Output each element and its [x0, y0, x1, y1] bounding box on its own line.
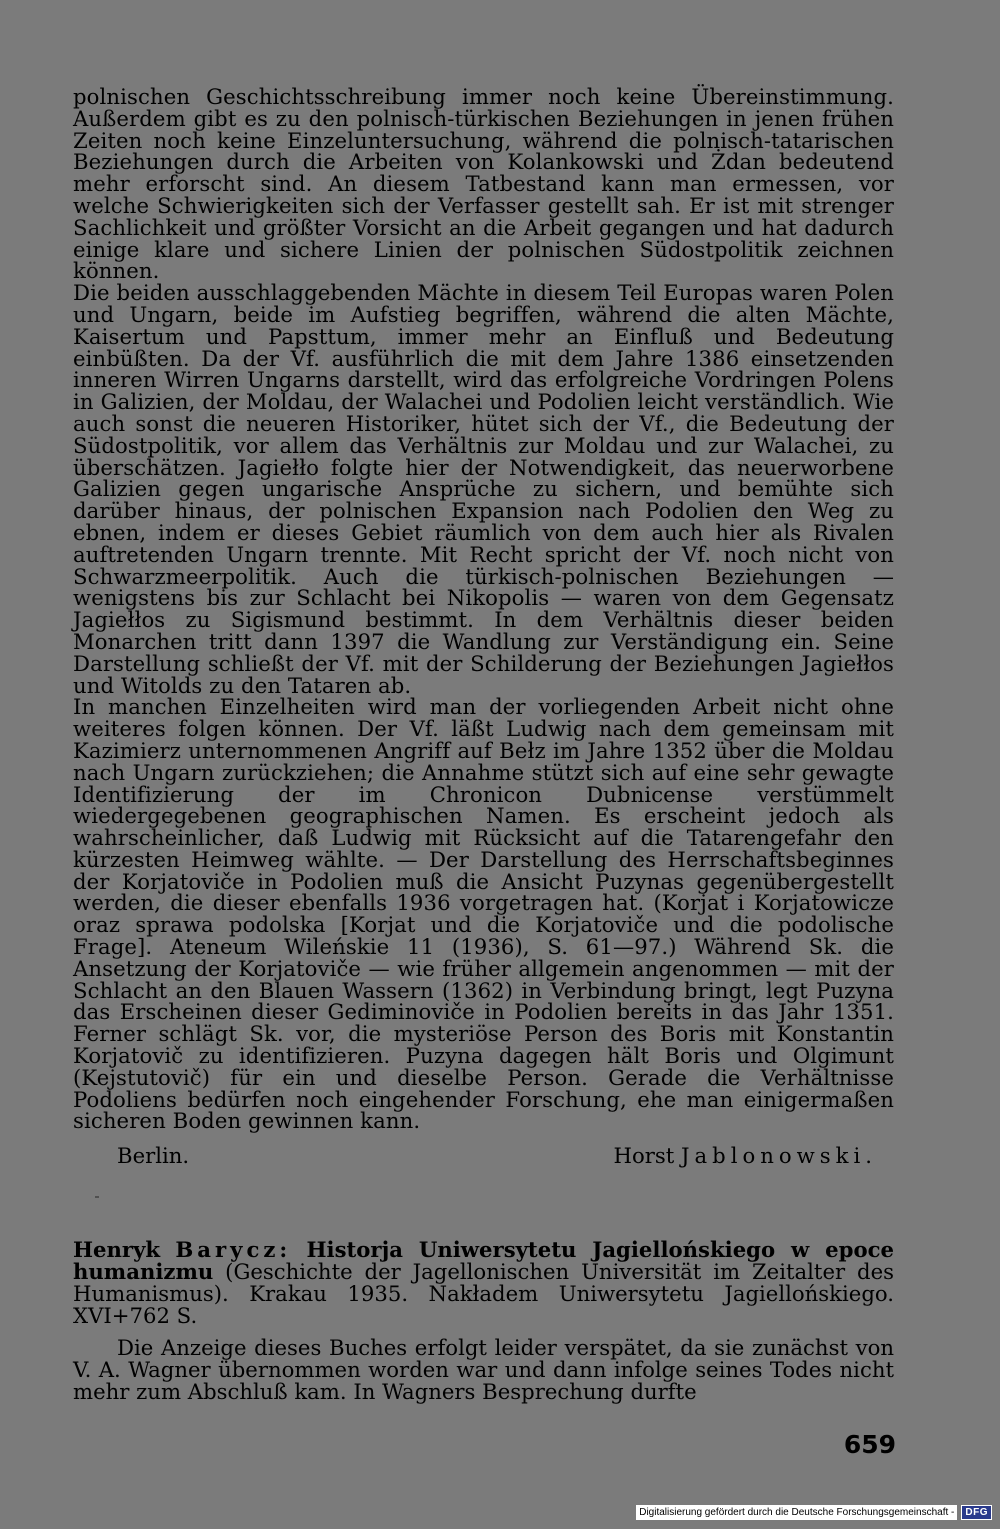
footer-credit: Digitalisierung gefördert durch die Deutsche Forschungsgemeinschaft - [636, 1505, 957, 1520]
new-review-entry [73, 1239, 894, 1403]
review-author-last: Barycz: [175, 1237, 292, 1262]
review-citation [73, 1239, 894, 1327]
paragraph-2: Die beiden ausschlaggebenden Mächte in diesem Teil Europas waren Polen und Ungarn, beide im Aufstieg begriffen, während die alten Mächte, Kaisertum und Papsttum, immer mehr an Einfluß und Bedeutung einbüßten. Da der Vf. ausführlich die mit dem Jahre 1386 einsetzenden inneren Wirren Ungarns darstellt, wird das erfolgreiche Vordringen Polens in Galizien, der Moldau, der Walachei und Podolien leicht verständlich. Wie auch sonst die neueren Historiker, hütet sich der Vf., die Bedeutung der Südostpolitik, vor allem das Verhältnis zur Moldau und zur Walachei, zu überschätzen. Jagiełło folgte hier der Notwendigkeit, das neuerworbene Galizien gegen ungarische Ansprüche zu sichern, und bemühte sich darüber hinaus, der polnischen Expansion nach Podolien den Weg zu ebnen, indem er dieses Gebiet räumlich von dem auch hier als Rivalen auftretenden Ungarn trennte. Mit Recht spricht der Vf. noch nicht von Schwarzmeerpolitik. Auch die türkisch-polnischen Beziehungen — wenigstens bis zur Schlacht bei Nikopolis — waren von dem Gegensatz Jagiełłos zu Sigismund bestimmt. In dem Verhältnis dieser beiden Monarchen tritt dann 1397 die Wandlung zur Verständigung ein. Seine Darstellung schließt der Vf. mit der Schilderung der Beziehungen Jagiełłos und Witolds zu den Tataren ab. [73, 280, 894, 698]
scan-speck [95, 1196, 99, 1198]
page-number: 659 [843, 1430, 896, 1459]
signature-place: Berlin. [117, 1143, 190, 1168]
review-paragraph: Die Anzeige dieses Buches erfolgt leider verspätet, da sie zunächst von V. A. Wagner übernommen worden war und dann infolge seines Todes nicht mehr zum Abschluß kam. In Wagners Besprechung durfte [73, 1335, 894, 1404]
signature-line [117, 1145, 877, 1167]
digitization-footer [636, 1503, 992, 1521]
signature-author-first: Horst [613, 1143, 675, 1168]
paragraph-1: polnischen Geschichtsschreibung immer noch keine Übereinstimmung. Außerdem gibt es zu den polnisch-türkischen Beziehungen in jenen frühen Zeiten noch keine Einzeluntersuchung, während die polnisch-tatarischen Beziehungen durch die Arbeiten von Kolankowski und Żdan bedeutend mehr erforscht sind. An diesem Tatbestand kann man ermessen, vor welche Schwierigkeiten sich der Verfasser gestellt sah. Er ist mit strenger Sachlichkeit und größter Vorsicht an die Arbeit gegangen und hat dadurch einige klare und sichere Linien der polnischen Südostpolitik zeichnen können. [73, 84, 894, 284]
paragraph-3: In manchen Einzelheiten wird man der vorliegenden Arbeit nicht ohne weiteres folgen können. Der Vf. läßt Ludwig nach dem gemeinsam mit Kazimierz unternommenen Angriff auf Bełz im Jahre 1352 über die Moldau nach Ungarn zurückziehen; die Annahme stützt sich auf eine sehr gewagte Identifizierung der im Chronicon Dubnicense verstümmelt wiedergegebenen geographischen Namen. Es erscheint jedoch als wahrscheinlicher, daß Ludwig mit Rücksicht auf die Tatarengefahr den kürzesten Heimweg wählte. — Der Darstellung des Herrschaftsbeginnes der Korjatoviče in Podolien muß die Ansicht Puzynas gegenübergestellt werden, die dieser ebenfalls 1936 vorgetragen hat. (Korjat i Korjatowicze oraz sprawa podolska [Korjat und die Korjatoviče und die podolische Frage]. Ateneum Wileńskie 11 (1936), S. 61—97.) Während Sk. die Ansetzung der Korjatoviče — wie früher allgemein angenommen — mit der Schlacht an den Blauen Wassern (1362) in Verbindung bringt, legt Puzyna das Erscheinen dieser Gediminoviče in Podolien bereits in das Jahr 1351. Ferner schlägt Sk. vor, die mysteriöse Person des Boris mit Konstantin Korjatovič zu identifizieren. Puzyna dagegen hält Boris und Olgimunt (Kejstutovič) für ein und dieselbe Person. Gerade die Verhältnisse Podoliens bedürfen noch eingehender Forschung, ehe man einigermaßen sicheren Boden gewinnen kann. [73, 694, 894, 1134]
review-book-title: Historja Uniwersytetu Jagiellońskiego w epoce humanizmu [73, 1237, 894, 1284]
review-author-first: Henryk [73, 1237, 161, 1262]
signature-author [614, 1145, 877, 1167]
signature-author-last: Jablonowski. [681, 1143, 877, 1168]
review-body-text [73, 86, 894, 1132]
dfg-logo-icon: DFG [961, 1505, 992, 1520]
review-book-details: (Geschichte der Jagellonischen Universität im Zeitalter des Humanismus). Krakau 1935. Nakładem Uniwersytetu Jagiellońskiego. XVI+762 S. [73, 1259, 894, 1328]
